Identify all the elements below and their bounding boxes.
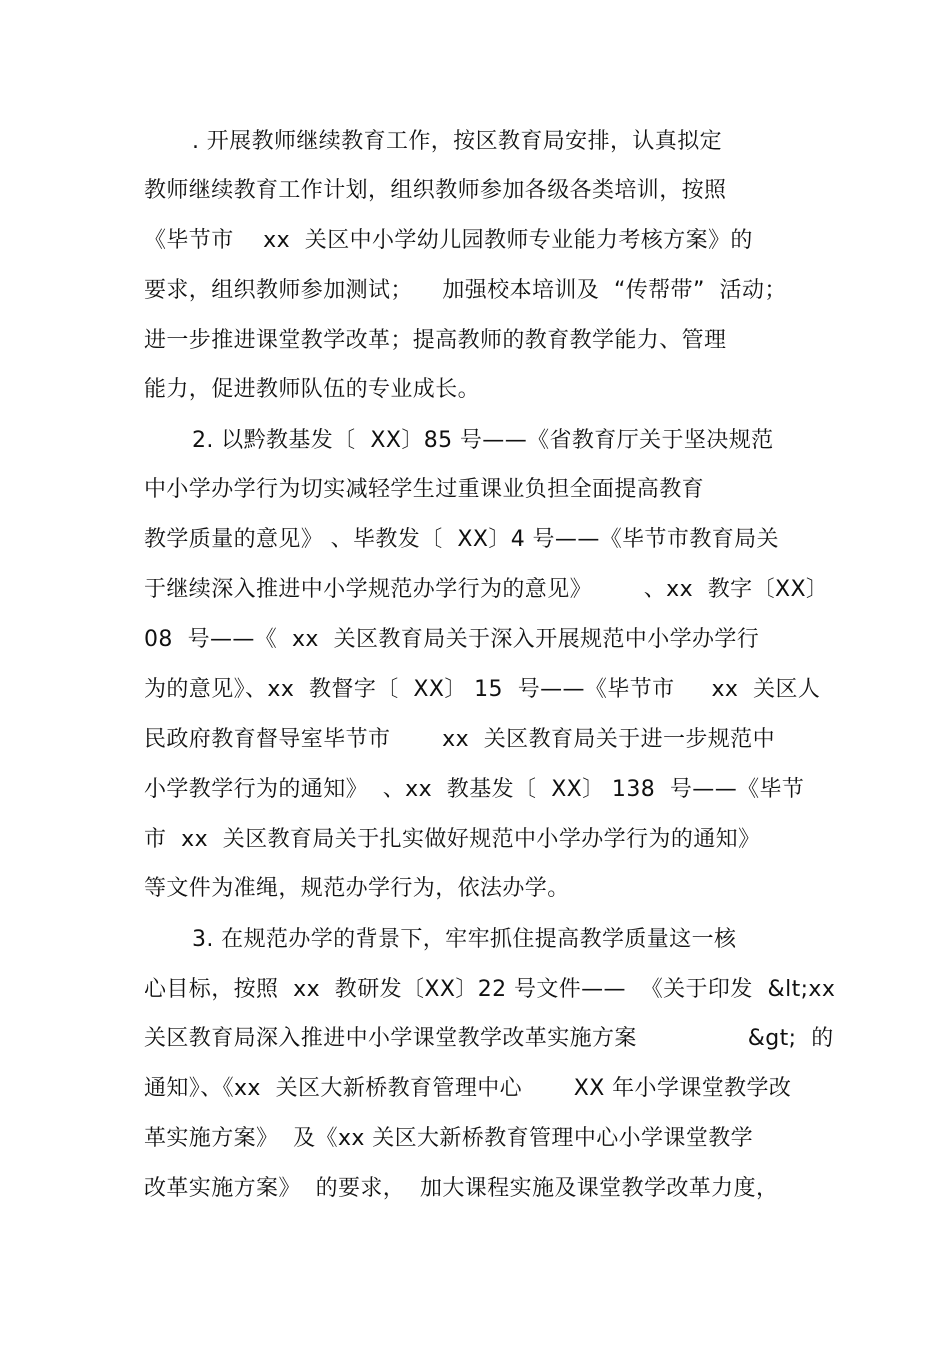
text-line-4: 要求，组织教师参加测试； 加强校本培训及 “传帮带” 活动； — [144, 278, 787, 303]
text-line-16: 等文件为准绳，规范办学行为，依法办学。 — [144, 876, 570, 901]
text-line-14: 小学教学行为的通知》 、xx 教基发〔 XX〕 138 号——《毕节 — [144, 777, 805, 802]
text-line-10: 于继续深入推进中小学规范办学行为的意见》 、xx 教字〔XX〕 — [144, 577, 829, 602]
text-line-9: 教学质量的意见》 、毕教发〔 XX〕4 号——《毕节市教育局关 — [144, 527, 779, 552]
text-line-18: 心目标，按照 xx 教研发〔XX〕22 号文件—— 《关于印发 &lt;xx — [144, 977, 836, 1002]
text-line-5: 进一步推进课堂教学改革；提高教师的教育教学能力、管理 — [144, 328, 727, 353]
text-line-2: 教师继续教育工作计划，组织教师参加各级各类培训，按照 — [144, 178, 727, 203]
text-line-1: . 开展教师继续教育工作，按区教育局安排，认真拟定 — [192, 129, 722, 154]
text-line-11: 08 号——《 xx 关区教育局关于深入开展规范中小学办学行 — [144, 627, 760, 652]
text-line-15: 市 xx 关区教育局关于扎实做好规范中小学办学行为的通知》 — [144, 827, 761, 852]
text-line-13: 民政府教育督导室毕节市 xx 关区教育局关于进一步规范中 — [144, 727, 775, 752]
text-line-20: 通知》、《xx 关区大新桥教育管理中心 XX 年小学课堂教学改 — [144, 1076, 792, 1101]
text-line-21: 革实施方案》 及《xx 关区大新桥教育管理中心小学课堂教学 — [144, 1126, 754, 1151]
text-line-7: 2. 以黔教基发〔 XX〕85 号——《省教育厅关于坚决规范 — [192, 428, 774, 453]
text-line-6: 能力，促进教师队伍的专业成长。 — [144, 377, 481, 402]
text-line-12: 为的意见》、xx 教督字〔 XX〕 15 号——《毕节市 xx 关区人 — [144, 677, 821, 702]
text-line-19: 关区教育局深入推进中小学课堂教学改革实施方案 &gt; 的 — [144, 1026, 834, 1051]
text-line-17: 3. 在规范办学的背景下，牢牢抓住提高教学质量这一核 — [192, 927, 737, 952]
text-line-3: 《毕节市 xx 关区中小学幼儿园教师专业能力考核方案》的 — [144, 228, 753, 253]
text-line-8: 中小学办学行为切实减轻学生过重课业负担全面提高教育 — [144, 477, 705, 502]
text-line-22: 改革实施方案》 的要求， 加大课程实施及课堂教学改革力度， — [144, 1176, 779, 1201]
